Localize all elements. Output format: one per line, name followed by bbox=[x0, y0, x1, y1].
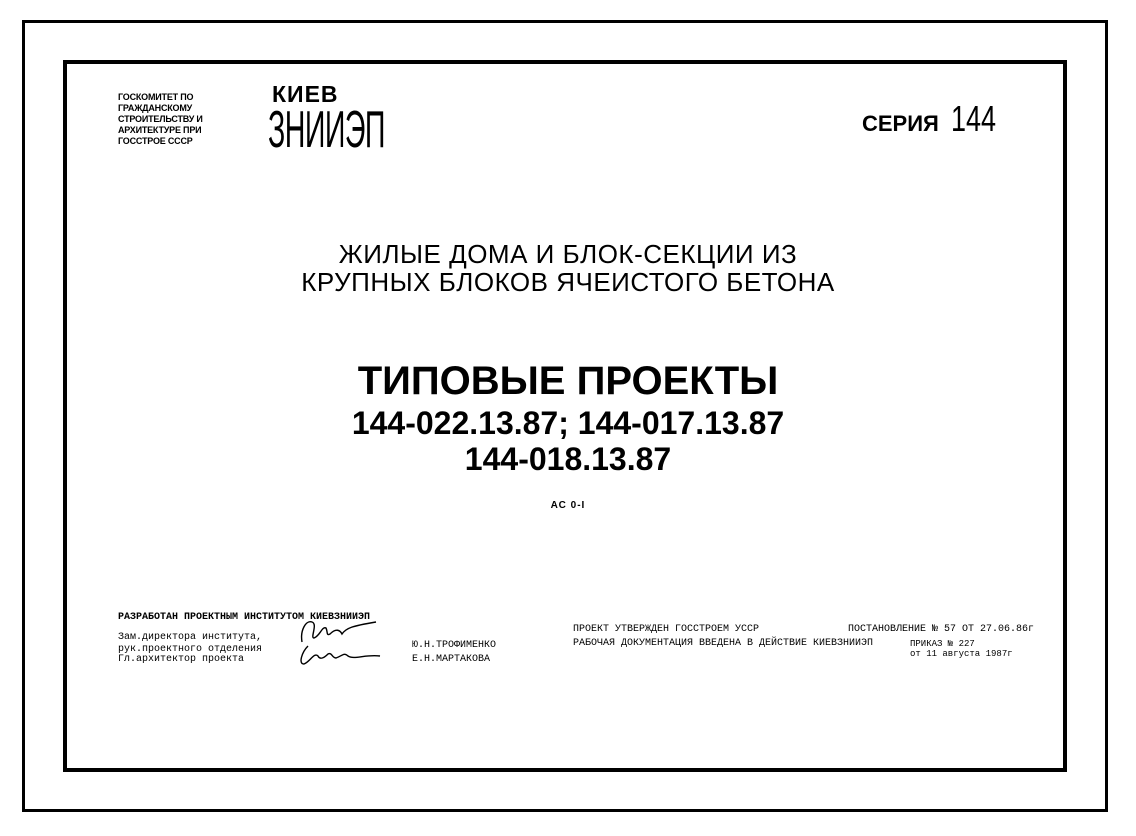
developer-name-2: Е.Н.МАРТАКОВА bbox=[412, 654, 491, 665]
developer-role-2: Гл.архитектор проекта bbox=[118, 654, 245, 665]
developer-title: РАЗРАБОТАН ПРОЕКТНЫМ ИНСТИТУТОМ КИЕВЗНИИЭП bbox=[118, 612, 371, 623]
committee-line: СТРОИТЕЛЬСТВУ И bbox=[118, 114, 203, 124]
subject-heading bbox=[0, 240, 1136, 296]
series-number: 144 bbox=[950, 98, 996, 139]
developer-name-1: Ю.Н.ТРОФИМЕНКО bbox=[412, 640, 497, 651]
approval-line-2: РАБОЧАЯ ДОКУМЕНТАЦИЯ ВВЕДЕНА В ДЕЙСТВИЕ КИЕВЗНИИЭП bbox=[573, 638, 874, 649]
committee-line: ГРАЖДАНСКОМУ bbox=[118, 103, 193, 113]
signature-2 bbox=[296, 642, 386, 668]
subject-line-2: КРУПНЫХ БЛОКОВ ЯЧЕИСТОГО БЕТОНА bbox=[301, 267, 835, 297]
committee-block bbox=[118, 92, 248, 147]
project-codes bbox=[0, 405, 1136, 477]
series-block bbox=[862, 98, 1011, 140]
project-title: ТИПОВЫЕ ПРОЕКТЫ bbox=[357, 359, 779, 403]
order-text: ПРИКАЗ № 227 bbox=[910, 639, 975, 649]
logo-institute: ЗНИИЭП bbox=[268, 101, 385, 159]
committee-line: ГОССТРОЕ СССР bbox=[118, 136, 193, 146]
developer-role-1 bbox=[118, 632, 262, 656]
series-label: СЕРИЯ bbox=[862, 111, 939, 136]
decree-text: ПОСТАНОВЛЕНИЕ № 57 ОТ 27.06.86г bbox=[848, 624, 1035, 635]
logo-city: КИЕВ bbox=[272, 81, 339, 107]
committee-line: ГОСКОМИТЕТ ПО bbox=[118, 92, 194, 102]
project-codes-line-1: 144-022.13.87; 144-017.13.87 bbox=[351, 405, 785, 441]
developer-role-1-line-2: рук.проектного отделения bbox=[118, 644, 263, 655]
subject-line-1: ЖИЛЫЕ ДОМА И БЛОК-СЕКЦИИ ИЗ bbox=[338, 239, 798, 269]
project-codes-line-2: 144-018.13.87 bbox=[464, 441, 672, 477]
developer-role-1-line-1: Зам.директора института, bbox=[118, 632, 263, 643]
sheet-code: АС 0-I bbox=[550, 500, 586, 511]
approval-line-1: ПРОЕКТ УТВЕРЖДЕН ГОССТРОЕМ УССР bbox=[573, 624, 760, 635]
order-date: от 11 августа 1987г bbox=[910, 649, 1013, 659]
committee-line: АРХИТЕКТУРЕ ПРИ bbox=[118, 125, 202, 135]
